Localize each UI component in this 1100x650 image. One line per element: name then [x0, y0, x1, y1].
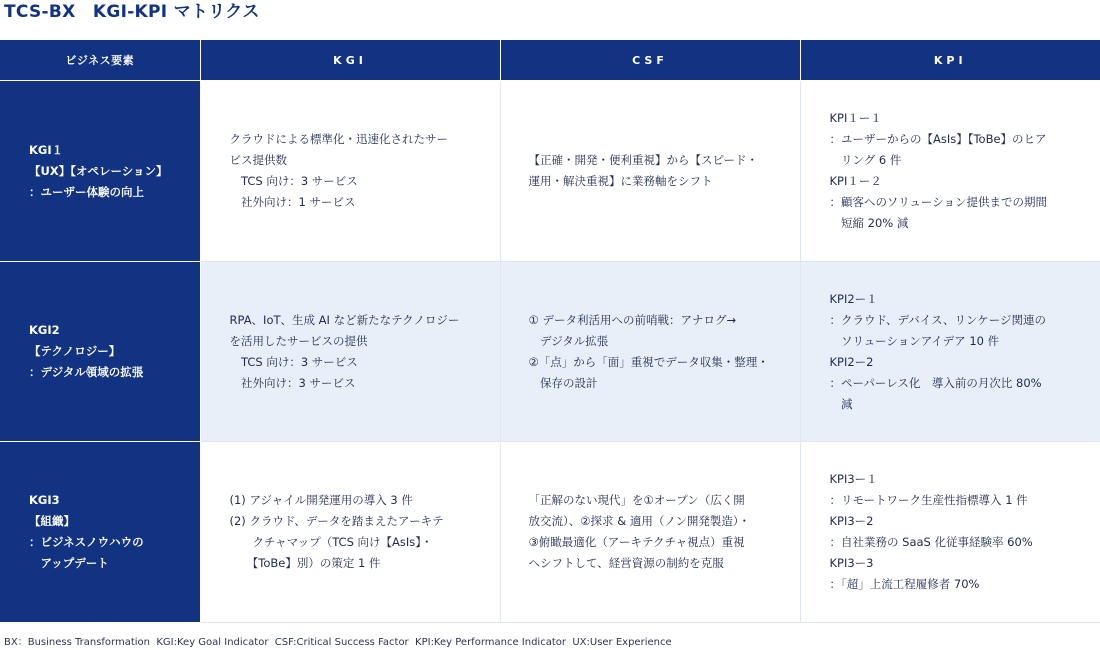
- kpi-line: KPI2ー１: [829, 291, 878, 306]
- page-title: TCS-BX KGI-KPI マトリクス: [4, 2, 260, 22]
- business-line: 【テクノロジー】: [29, 344, 121, 358]
- kpi-line: KPI3ー3: [829, 556, 874, 570]
- csf-cell: [500, 442, 800, 623]
- kgi-line: 社外向け：3 サービス: [229, 375, 356, 390]
- kgi-line: 【ToBe】別）の策定 1 件: [229, 556, 381, 570]
- csf-line: 運用・解決重視】に業務軸をシフト: [528, 174, 713, 188]
- kgi-cell: [200, 262, 500, 442]
- kpi-line: KPI2ー2: [829, 354, 874, 369]
- table-row: [0, 262, 1100, 442]
- kgi-line: クチャマップ（TCS 向け【AsIs】・: [229, 535, 433, 549]
- business-line: ：ビジネスノウハウの: [29, 535, 144, 549]
- table-row: [0, 442, 1100, 623]
- kgi-line: 社外向け：1 サービス: [229, 195, 356, 209]
- csf-line: へシフトして、経営資源の制約を克服: [528, 556, 724, 570]
- kpi-cell: [800, 442, 1100, 623]
- kgi-line: (2) クラウド、データを踏まえたアーキテ: [229, 514, 444, 528]
- kpi-line: ：クラウド、デバイス、リンケージ関連の: [829, 312, 1047, 327]
- kpi-line: KPI3ー2: [829, 514, 874, 528]
- business-line: アップデート: [29, 556, 109, 570]
- kgi-cell: [200, 442, 500, 623]
- csf-line: 【正確・開発・便利重視】から【スピード・: [528, 153, 759, 167]
- csf-line: 保存の設計: [528, 375, 598, 390]
- kpi-line: ：ユーザーからの【AsIs】【ToBe】のヒア: [829, 132, 1047, 146]
- header-row: [0, 40, 1100, 81]
- header-kgi: KGI: [200, 40, 500, 81]
- kgi-kpi-matrix-table: [0, 40, 1100, 623]
- kpi-cell: [800, 262, 1100, 442]
- kgi-line: ビス提供数: [229, 153, 287, 167]
- kgi-line: TCS 向け：3 サービス: [229, 354, 358, 369]
- kpi-line: KPI3ー１: [829, 472, 878, 486]
- csf-line: デジタル拡張: [528, 333, 609, 348]
- csf-line: ②「点」から「面」重視でデータ収集・整理・: [528, 354, 769, 369]
- kpi-line: ：ペーパーレス化 導入前の月次比 80%: [829, 375, 1042, 390]
- kpi-line: リング 6 件: [829, 153, 902, 167]
- business-cell: [0, 262, 200, 442]
- business-line: KGI１: [29, 142, 64, 157]
- csf-cell: [500, 81, 800, 262]
- business-line: ：デジタル領域の拡張: [29, 365, 144, 379]
- header-business: ビジネス要素: [0, 40, 200, 81]
- kpi-line: KPI１ー２: [829, 174, 882, 188]
- kgi-line: を活用したサービスの提供: [229, 333, 368, 348]
- header-kpi: KPI: [800, 40, 1100, 81]
- kpi-line: ：「超」上流工程履修者 70%: [829, 577, 980, 591]
- kgi-line: クラウドによる標準化・迅速化されたサー: [229, 132, 448, 146]
- kpi-line: ：自社業務の SaaS 化従事経験率 60%: [829, 535, 1033, 549]
- business-line: ：ユーザー体験の向上: [29, 184, 144, 199]
- kpi-line: ソリューションアイデア 10 件: [829, 333, 1000, 348]
- kgi-line: (1) アジャイル開発運用の導入 3 件: [229, 493, 413, 507]
- kgi-line: TCS 向け：3 サービス: [229, 174, 358, 188]
- kpi-line: 減: [829, 396, 853, 411]
- csf-cell: [500, 262, 800, 442]
- business-cell: [0, 81, 200, 262]
- kpi-line: 短縮 20% 減: [829, 216, 909, 230]
- business-line: 【組織】: [29, 514, 75, 528]
- business-line: 【UX】【オペレーション】: [29, 163, 168, 178]
- kpi-line: ：顧客へのソリューション提供までの期間: [829, 195, 1047, 209]
- footnote: BX：Business Transformation KGI:Key Goal Indicator CSF:Critical Success Factor KPI:Key Performance Indicator UX:User Experience: [4, 637, 672, 648]
- kgi-line: RPA、IoT、生成 AI など新たなテクノロジー: [229, 312, 460, 327]
- kpi-line: KPI１ー１: [829, 111, 882, 125]
- business-line: KGI2: [29, 323, 60, 337]
- business-cell: [0, 442, 200, 623]
- csf-line: ③俯瞰最適化（アーキテクチャ視点）重視: [528, 535, 745, 549]
- kpi-line: ：リモートワーク生産性指標導入 1 件: [829, 493, 1028, 507]
- csf-line: ① データ利活用への前哨戦：アナログ→: [528, 312, 737, 327]
- header-csf: CSF: [500, 40, 800, 81]
- kgi-cell: [200, 81, 500, 262]
- kpi-cell: [800, 81, 1100, 262]
- table-row: [0, 81, 1100, 262]
- csf-line: 「正解のない現代」を①オープン（広く開: [528, 493, 745, 507]
- csf-line: 放交流）、②探求 & 適用（ノン開発製造）・: [528, 514, 751, 528]
- business-line: KGI3: [29, 493, 60, 507]
